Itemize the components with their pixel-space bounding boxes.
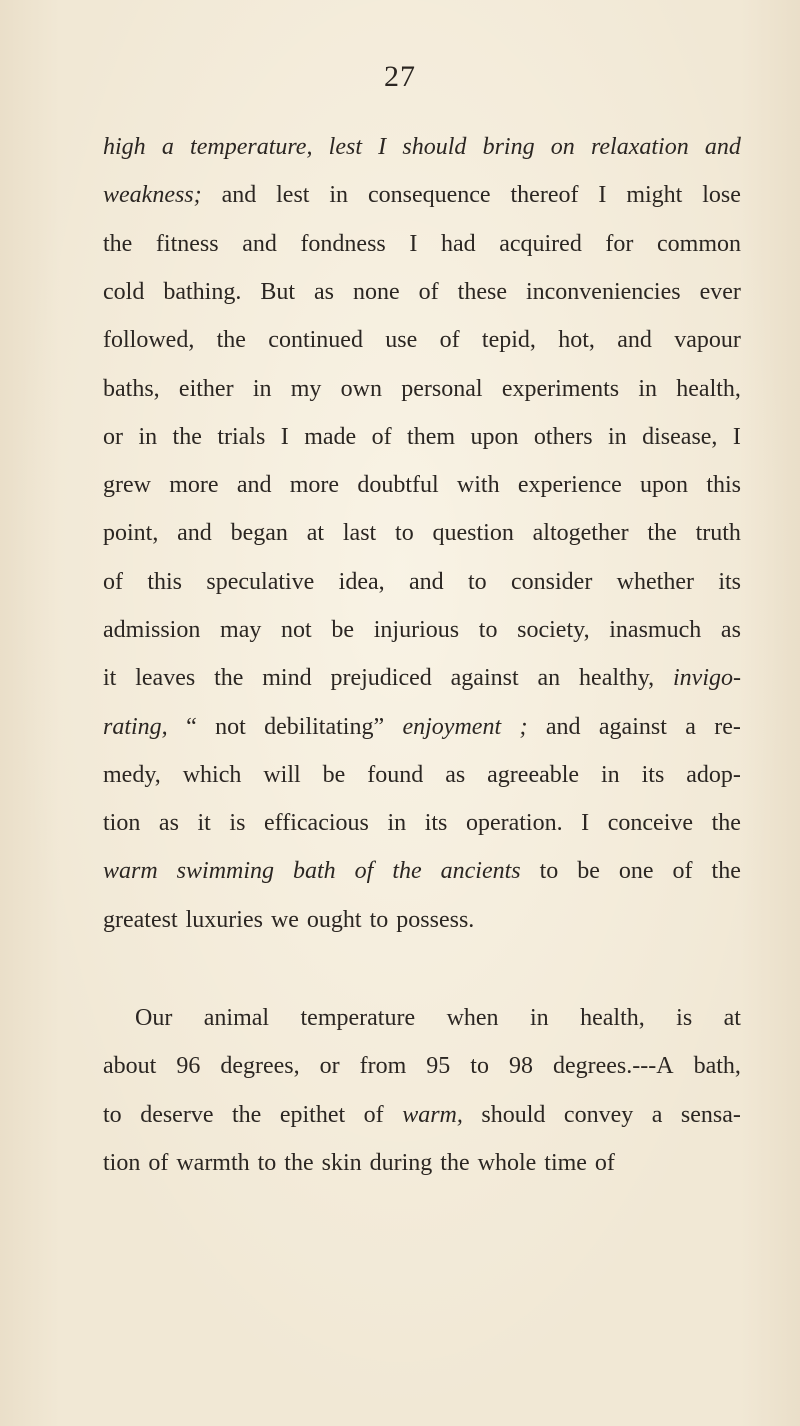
word: leaves	[135, 665, 196, 691]
italic-word: swimming	[176, 858, 275, 884]
word: them	[407, 424, 456, 450]
word: found	[367, 762, 424, 788]
word: tepid,	[481, 327, 536, 353]
word: I	[581, 810, 590, 836]
word: last	[342, 520, 377, 546]
italic-word: bath	[293, 858, 336, 884]
word: and	[177, 520, 212, 546]
word: fitness	[155, 231, 219, 257]
word: epithet	[279, 1102, 346, 1128]
italic-word: and	[704, 134, 741, 160]
word: which	[182, 762, 242, 788]
text-line	[103, 567, 741, 597]
italic-word: bring	[482, 134, 535, 160]
italic-word: on	[550, 134, 575, 160]
word: its	[641, 762, 665, 788]
word: animal	[203, 1005, 270, 1031]
word: vapour	[674, 327, 741, 353]
word: an	[537, 665, 561, 691]
word: 98	[508, 1053, 533, 1079]
italic-word: lest	[328, 134, 362, 160]
word: the	[172, 424, 202, 450]
word: of	[363, 1102, 384, 1128]
word: the	[103, 231, 133, 257]
text-line	[103, 1100, 741, 1130]
word: in	[529, 1005, 549, 1031]
word: to	[539, 858, 559, 884]
word: against	[450, 665, 519, 691]
word: in	[601, 762, 620, 788]
word: truth	[695, 520, 741, 546]
text-segment: tion of warmth to the skin during the whole time of	[103, 1150, 615, 1176]
italic-word: temperature,	[190, 134, 313, 160]
text-line	[103, 374, 741, 404]
word: tion	[103, 810, 141, 836]
word: conceive	[607, 810, 694, 836]
word: disease,	[642, 424, 718, 450]
word: may	[220, 617, 262, 643]
word: experience	[517, 472, 622, 498]
word: and	[236, 472, 272, 498]
text-line	[103, 132, 741, 162]
word: to	[478, 617, 498, 643]
word: the	[214, 665, 244, 691]
italic-word: of	[354, 858, 374, 884]
text-line	[103, 808, 741, 838]
word: consider	[511, 569, 593, 595]
word: the	[711, 858, 741, 884]
word: more	[289, 472, 340, 498]
word: medy,	[103, 762, 161, 788]
word: mind	[262, 665, 312, 691]
word: agreeable	[487, 762, 580, 788]
text-line	[103, 1051, 741, 1081]
word: or	[319, 1053, 340, 1079]
word: one	[618, 858, 654, 884]
text-line	[103, 422, 741, 452]
word: lest	[276, 182, 310, 208]
word: health,	[676, 376, 741, 402]
word: health,	[580, 1005, 645, 1031]
word: as	[445, 762, 466, 788]
word: with	[456, 472, 500, 498]
word: from	[359, 1053, 407, 1079]
word: the	[711, 810, 741, 836]
word: experiments	[501, 376, 620, 402]
word: bathing.	[163, 279, 242, 305]
word: and	[545, 714, 581, 740]
word: of	[439, 327, 460, 353]
word: not	[281, 617, 312, 643]
word: sensa-	[680, 1102, 741, 1128]
word: as	[158, 810, 179, 836]
word: of	[672, 858, 693, 884]
word: question	[432, 520, 514, 546]
word: ever	[699, 279, 741, 305]
italic-word: a	[161, 134, 174, 160]
text-line	[103, 180, 741, 210]
word: re-	[714, 714, 741, 740]
word: my	[290, 376, 322, 402]
word: altogether	[532, 520, 629, 546]
word: the	[232, 1102, 262, 1128]
word: it	[197, 810, 211, 836]
text-line	[103, 518, 741, 548]
word: upon	[470, 424, 519, 450]
word: be	[331, 617, 355, 643]
word: in	[138, 424, 158, 450]
word: healthy,	[579, 665, 655, 691]
word: either	[178, 376, 234, 402]
italic-word: should	[402, 134, 467, 160]
text-segment: greatest luxuries we ought to possess.	[103, 907, 475, 933]
word: will	[263, 762, 301, 788]
page-number: 27	[384, 60, 416, 93]
word: degrees,	[220, 1053, 300, 1079]
word: whether	[616, 569, 694, 595]
italic-word: I	[378, 134, 387, 160]
word: 95	[426, 1053, 451, 1079]
word: others	[533, 424, 593, 450]
word: consequence	[367, 182, 491, 208]
word: in	[252, 376, 272, 402]
word: hot,	[558, 327, 595, 353]
word: at	[306, 520, 325, 546]
word: personal	[401, 376, 483, 402]
word: of	[103, 569, 123, 595]
word: to	[395, 520, 414, 546]
word: at	[723, 1005, 741, 1031]
word: prejudiced	[330, 665, 432, 691]
word: be	[322, 762, 346, 788]
word: baths,	[103, 376, 160, 402]
word: I	[409, 231, 418, 257]
word: adop-	[686, 762, 741, 788]
word: made	[304, 424, 357, 450]
word: fondness	[300, 231, 386, 257]
italic-word: high	[103, 134, 146, 160]
word: a	[651, 1102, 663, 1128]
word: to	[470, 1053, 489, 1079]
word: cold	[103, 279, 145, 305]
word: might	[626, 182, 683, 208]
word: for	[605, 231, 634, 257]
word: I	[598, 182, 607, 208]
word: against	[598, 714, 667, 740]
word: the	[647, 520, 677, 546]
text-line	[103, 856, 741, 886]
word: inconveniencies	[525, 279, 681, 305]
word: deserve	[140, 1102, 214, 1128]
text-line	[103, 325, 741, 355]
word: But	[260, 279, 296, 305]
italic-word: warm,	[402, 1102, 463, 1128]
word: injurious	[373, 617, 460, 643]
word: in	[638, 376, 658, 402]
word: a	[685, 714, 696, 740]
word: debilitating”	[264, 714, 385, 740]
word: as	[314, 279, 335, 305]
word: lose	[702, 182, 741, 208]
text-line	[135, 1003, 741, 1033]
word: followed,	[103, 327, 195, 353]
word: when	[446, 1005, 499, 1031]
text-line	[103, 760, 741, 790]
word: none	[353, 279, 400, 305]
text-line	[103, 663, 741, 693]
word: these	[457, 279, 507, 305]
word: in	[608, 424, 627, 450]
word: doubtful	[357, 472, 439, 498]
word: as	[720, 617, 741, 643]
italic-word: ancients	[440, 858, 521, 884]
word: began	[230, 520, 288, 546]
word: about	[103, 1053, 157, 1079]
word: I	[732, 424, 741, 450]
word: idea,	[338, 569, 385, 595]
word: degrees.---A	[552, 1053, 674, 1079]
word: thereof	[510, 182, 579, 208]
italic-word: relaxation	[590, 134, 689, 160]
text-line	[103, 470, 741, 500]
word: own	[340, 376, 382, 402]
word: temperature	[300, 1005, 416, 1031]
word: inasmuch	[609, 617, 702, 643]
word: operation.	[465, 810, 563, 836]
word: of	[418, 279, 439, 305]
word: and	[242, 231, 277, 257]
text-line	[103, 615, 741, 645]
italic-word: ;	[519, 714, 528, 740]
text-line	[103, 277, 741, 307]
text-line	[103, 712, 741, 742]
word: or	[103, 424, 123, 450]
word: to	[468, 569, 487, 595]
word: is	[229, 810, 246, 836]
word: use	[385, 327, 418, 353]
word: the	[216, 327, 246, 353]
word: “	[186, 714, 197, 740]
word: should	[481, 1102, 546, 1128]
italic-word: warm	[103, 858, 158, 884]
word: society,	[517, 617, 590, 643]
word: acquired	[499, 231, 582, 257]
word: in	[329, 182, 349, 208]
word: admission	[103, 617, 201, 643]
word: point,	[103, 520, 159, 546]
text-line	[103, 905, 474, 935]
word: Our	[135, 1005, 173, 1031]
italic-word: enjoyment	[402, 714, 502, 740]
word: and	[221, 182, 257, 208]
italic-word: invigo-	[673, 665, 741, 691]
word: and	[409, 569, 444, 595]
word: its	[424, 810, 448, 836]
word: speculative	[206, 569, 315, 595]
word: common	[657, 231, 741, 257]
word: this	[706, 472, 741, 498]
italic-word: rating,	[103, 714, 168, 740]
word: in	[387, 810, 407, 836]
word: more	[169, 472, 219, 498]
word: bath,	[693, 1053, 741, 1079]
word: 96	[176, 1053, 201, 1079]
word: upon	[640, 472, 689, 498]
word: convey	[563, 1102, 634, 1128]
text-line	[103, 229, 741, 259]
word: be	[577, 858, 600, 884]
word: continued	[268, 327, 363, 353]
word: efficacious	[264, 810, 369, 836]
word: to	[103, 1102, 122, 1128]
word: it	[103, 665, 117, 691]
word: its	[718, 569, 741, 595]
word: I	[280, 424, 289, 450]
word: this	[147, 569, 183, 595]
word: of	[371, 424, 392, 450]
word: not	[215, 714, 246, 740]
word: grew	[103, 472, 151, 498]
text-line	[103, 1148, 615, 1178]
italic-word: the	[392, 858, 422, 884]
word: had	[440, 231, 476, 257]
italic-word: weakness;	[103, 182, 202, 208]
word: is	[676, 1005, 693, 1031]
word: and	[617, 327, 652, 353]
word: trials	[217, 424, 266, 450]
